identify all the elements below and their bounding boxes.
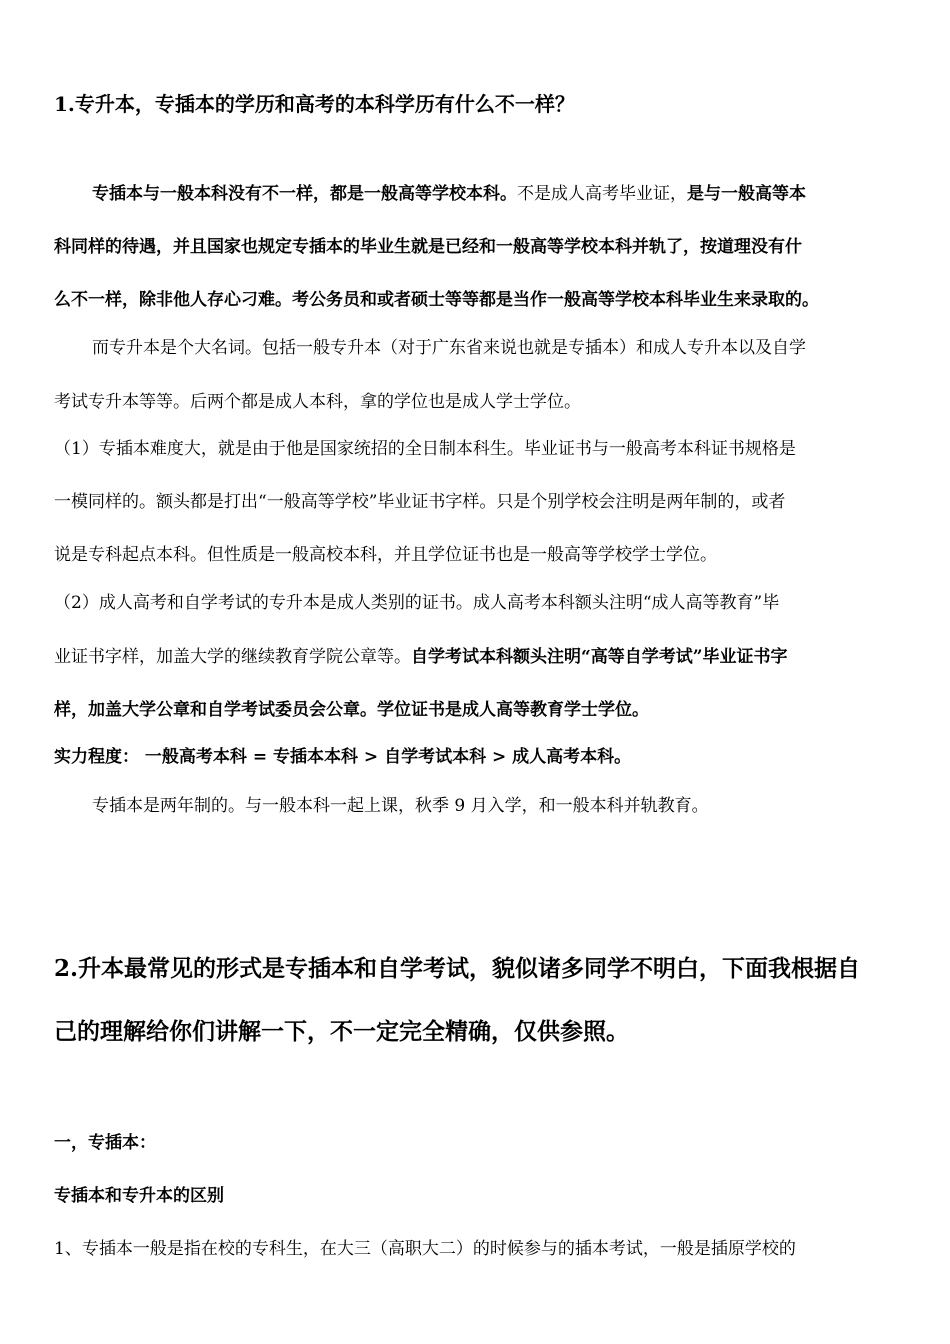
section1-p1-line1 bbox=[92, 184, 806, 204]
item1-line3: 说是专科起点本科。但性质是一般高校本科，并且学位证书也是一般高等学校学士学位。 bbox=[54, 545, 717, 565]
section1-p2-line2: 考试专升本等等。后两个都是成人本科，拿的学位也是成人学士学位。 bbox=[54, 392, 581, 412]
section1-note: 专插本是两年制的。与一般本科一起上课，秋季 9 月入学，和一般本科并轨教育。 bbox=[92, 796, 709, 816]
section2-title-line1: 2.升本最常见的形式是专插本和自学考试，貌似诸多同学不明白，下面我根据自 bbox=[54, 955, 861, 982]
strength-comparison: 实力程度： 一般高考本科 = 专插本本科 > 自学考试本科 > 成人高考本科。 bbox=[54, 747, 632, 767]
section2-subheading-2: 专插本和专升本的区别 bbox=[54, 1186, 224, 1206]
p1-bold-b: 是与一般高等本 bbox=[687, 184, 806, 204]
section2-subheading-1: 一，专插本： bbox=[54, 1133, 156, 1153]
item1-line1: （1）专插本难度大，就是由于他是国家统招的全日制本科生。毕业证书与一般高考本科证书规格是 bbox=[54, 439, 796, 459]
section1-p1-line3: 么不一样，除非他人存心刁难。考公务员和或者硕士等等都是当作一般高等学校本科毕业生来录取的。 bbox=[54, 290, 819, 310]
item2-line2-normal: 业证书字样，加盖大学的继续教育学院公章等。 bbox=[54, 647, 411, 667]
section1-title: 1.专升本，专插本的学历和高考的本科学历有什么不一样？ bbox=[54, 92, 575, 116]
p1-normal: 不是成人高考毕业证， bbox=[517, 184, 687, 204]
item2-line2-bold: 自学考试本科额头注明“高等自学考试”毕业证书字 bbox=[411, 647, 788, 667]
p1-bold-a: 专插本与一般本科没有不一样，都是一般高等学校本科。 bbox=[92, 184, 517, 204]
section1-p1-line2: 科同样的待遇，并且国家也规定专插本的毕业生就是已经和一般高等学校本科并轨了，按道理没有什 bbox=[54, 237, 802, 257]
item2-line3: 样，加盖大学公章和自学考试委员会公章。学位证书是成人高等教育学士学位。 bbox=[54, 700, 649, 720]
item2-line1: （2）成人高考和自学考试的专升本是成人类别的证书。成人高考本科额头注明“成人高等教育”毕 bbox=[54, 593, 780, 613]
item2-line2 bbox=[54, 647, 788, 667]
item1-line2: 一模同样的。额头都是打出“一般高等学校”毕业证书字样。只是个别学校会注明是两年制的，或者 bbox=[54, 492, 786, 512]
section1-p2-line1: 而专升本是个大名词。包括一般专升本（对于广东省来说也就是专插本）和成人专升本以及自学 bbox=[92, 338, 806, 358]
section2-title-line2: 己的理解给你们讲解一下，不一定完全精确，仅供参照。 bbox=[54, 1018, 629, 1045]
section2-item1: 1、专插本一般是指在校的专科生，在大三（高职大二）的时候参与的插本考试，一般是插原学校的 bbox=[54, 1239, 796, 1259]
